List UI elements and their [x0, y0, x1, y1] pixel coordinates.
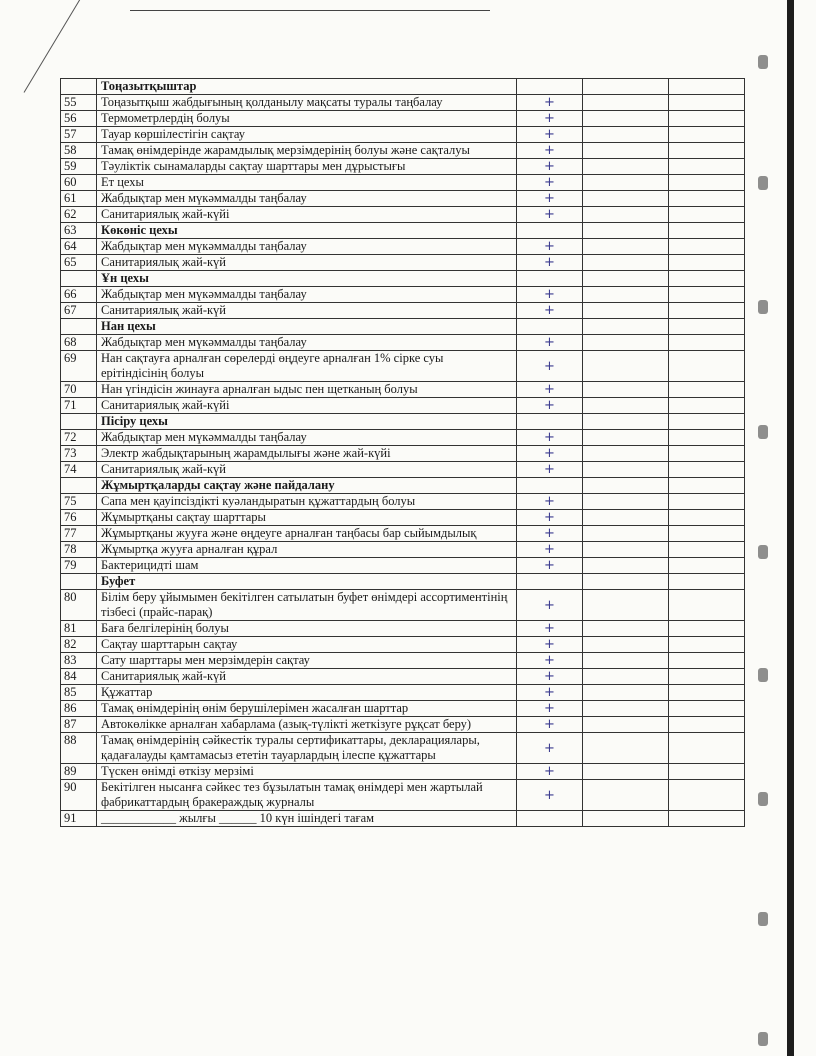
- blank-cell: [669, 558, 745, 574]
- requirement-text: Санитариялық жай-күй: [97, 669, 517, 685]
- blank-cell: [669, 685, 745, 701]
- blank-cell: [583, 764, 669, 780]
- blank-cell: [669, 701, 745, 717]
- blank-cell: [583, 669, 669, 685]
- table-row: [61, 526, 745, 542]
- table-row: [61, 669, 745, 685]
- row-number: 85: [61, 685, 97, 701]
- blank-cell: [669, 811, 745, 827]
- row-number: 73: [61, 446, 97, 462]
- requirement-text: Білім беру ұйымымен бекітілген сатылатын буфет өнімдері ассортиментінің тізбесі (прайс-парақ): [97, 590, 517, 621]
- check-mark: +: [517, 669, 583, 685]
- requirement-text: Баға белгілерінің болуы: [97, 621, 517, 637]
- requirement-text: Құжаттар: [97, 685, 517, 701]
- table-row: [61, 175, 745, 191]
- row-number: 61: [61, 191, 97, 207]
- blank-cell: [583, 223, 669, 239]
- blank-cell: [669, 159, 745, 175]
- blank-cell: [583, 430, 669, 446]
- row-number: 55: [61, 95, 97, 111]
- blank-cell: [669, 764, 745, 780]
- blank-cell: [583, 351, 669, 382]
- table-row: [61, 685, 745, 701]
- check-mark: +: [517, 653, 583, 669]
- punch-hole: [758, 1032, 768, 1046]
- row-number: 67: [61, 303, 97, 319]
- section-row: [61, 79, 745, 95]
- blank-cell: [669, 510, 745, 526]
- punch-hole: [758, 668, 768, 682]
- blank-cell: [669, 446, 745, 462]
- check-mark: [517, 414, 583, 430]
- blank-cell: [583, 303, 669, 319]
- row-number: 58: [61, 143, 97, 159]
- requirement-text: Сапа мен қауіпсіздікті куәландыратын құжаттардың болуы: [97, 494, 517, 510]
- blank-cell: [583, 510, 669, 526]
- requirement-text: Жабдықтар мен мүкәммалды таңбалау: [97, 335, 517, 351]
- check-mark: +: [517, 207, 583, 223]
- blank-cell: [583, 590, 669, 621]
- blank-cell: [583, 494, 669, 510]
- blank-cell: [583, 111, 669, 127]
- check-mark: +: [517, 287, 583, 303]
- requirement-text: Жабдықтар мен мүкәммалды таңбалау: [97, 430, 517, 446]
- requirement-text: Электр жабдықтарының жарамдылығы және жай-күйі: [97, 446, 517, 462]
- blank-cell: [669, 271, 745, 287]
- blank-cell: [583, 526, 669, 542]
- row-number: 72: [61, 430, 97, 446]
- check-mark: +: [517, 685, 583, 701]
- row-number: 80: [61, 590, 97, 621]
- table-row: [61, 542, 745, 558]
- check-mark: +: [517, 637, 583, 653]
- row-number: 71: [61, 398, 97, 414]
- requirement-text: Жабдықтар мен мүкәммалды таңбалау: [97, 287, 517, 303]
- punch-hole: [758, 545, 768, 559]
- requirement-text: Тауар көршілестігін сақтау: [97, 127, 517, 143]
- row-number: 69: [61, 351, 97, 382]
- check-mark: +: [517, 733, 583, 764]
- check-mark: +: [517, 303, 583, 319]
- table-row: [61, 255, 745, 271]
- table-row: [61, 733, 745, 764]
- row-number: 78: [61, 542, 97, 558]
- blank-cell: [669, 287, 745, 303]
- requirement-text: Жұмыртқа жууға арналған құрал: [97, 542, 517, 558]
- requirement-text: Санитариялық жай-күйі: [97, 398, 517, 414]
- check-mark: +: [517, 382, 583, 398]
- requirement-text: Бекітілген нысанға сәйкес тез бұзылатын тамақ өнімдері мен жартылай фабрикаттардың бракераждық журналы: [97, 780, 517, 811]
- table-row: [61, 510, 745, 526]
- blank-cell: [583, 733, 669, 764]
- row-number: 91: [61, 811, 97, 827]
- table-row: [61, 335, 745, 351]
- requirement-text: Жабдықтар мен мүкәммалды таңбалау: [97, 191, 517, 207]
- blank-cell: [583, 542, 669, 558]
- blank-cell: [669, 526, 745, 542]
- requirement-text: Санитариялық жай-күй: [97, 303, 517, 319]
- requirement-text: Тоңазытқыш жабдығының қолданылу мақсаты туралы таңбалау: [97, 95, 517, 111]
- check-mark: +: [517, 127, 583, 143]
- blank-cell: [669, 319, 745, 335]
- row-number: 86: [61, 701, 97, 717]
- blank-cell: [583, 175, 669, 191]
- row-number: 65: [61, 255, 97, 271]
- table-row: [61, 382, 745, 398]
- blank-cell: [669, 111, 745, 127]
- section-row: [61, 414, 745, 430]
- requirement-text: Сату шарттары мен мерзімдерін сақтау: [97, 653, 517, 669]
- check-mark: +: [517, 430, 583, 446]
- table-row: [61, 95, 745, 111]
- requirement-text: Санитариялық жай-күй: [97, 462, 517, 478]
- table-row: [61, 558, 745, 574]
- table-row: [61, 430, 745, 446]
- blank-cell: [669, 478, 745, 494]
- blank-cell: [669, 95, 745, 111]
- blank-cell: [669, 574, 745, 590]
- requirement-text: Сақтау шарттарын сақтау: [97, 637, 517, 653]
- section-title: Нан цехы: [97, 319, 517, 335]
- requirement-text: Жұмыртқаны сақтау шарттары: [97, 510, 517, 526]
- table-row: [61, 207, 745, 223]
- table-row: [61, 303, 745, 319]
- table-row: [61, 780, 745, 811]
- row-number: 59: [61, 159, 97, 175]
- check-mark: [517, 271, 583, 287]
- blank-cell: [669, 303, 745, 319]
- row-number: 81: [61, 621, 97, 637]
- blank-cell: [669, 382, 745, 398]
- row-number: 84: [61, 669, 97, 685]
- row-number: [61, 271, 97, 287]
- requirement-text: Тамақ өнімдерінің өнім берушілерімен жасалған шарттар: [97, 701, 517, 717]
- row-number: [61, 319, 97, 335]
- check-mark: +: [517, 175, 583, 191]
- requirement-text: Жабдықтар мен мүкәммалды таңбалау: [97, 239, 517, 255]
- check-mark: +: [517, 398, 583, 414]
- blank-cell: [583, 143, 669, 159]
- blank-cell: [669, 462, 745, 478]
- punch-hole: [758, 300, 768, 314]
- table-row: [61, 811, 745, 827]
- requirement-text: Түскен өнімді өткізу мерзімі: [97, 764, 517, 780]
- requirement-text: Тамақ өнімдерінде жарамдылық мерзімдерінің болуы және сақталуы: [97, 143, 517, 159]
- requirement-text: Автокөлікке арналған хабарлама (азық-түлікті жеткізуге рұқсат беру): [97, 717, 517, 733]
- check-mark: +: [517, 526, 583, 542]
- check-mark: +: [517, 143, 583, 159]
- section-row: [61, 223, 745, 239]
- blank-cell: [583, 271, 669, 287]
- blank-cell: [669, 717, 745, 733]
- row-number: [61, 414, 97, 430]
- table-row: [61, 239, 745, 255]
- check-mark: +: [517, 780, 583, 811]
- table-row: [61, 621, 745, 637]
- check-mark: +: [517, 510, 583, 526]
- row-number: 62: [61, 207, 97, 223]
- check-mark: +: [517, 446, 583, 462]
- punch-hole: [758, 912, 768, 926]
- requirement-text: ____________ жылғы ______ 10 күн ішіндегі тағам: [97, 811, 517, 827]
- row-number: 57: [61, 127, 97, 143]
- table-row: [61, 351, 745, 382]
- blank-cell: [669, 669, 745, 685]
- section-title: Пісіру цехы: [97, 414, 517, 430]
- row-number: [61, 478, 97, 494]
- section-title: Ұн цехы: [97, 271, 517, 287]
- blank-cell: [669, 414, 745, 430]
- section-title: Көкөніс цехы: [97, 223, 517, 239]
- check-mark: +: [517, 351, 583, 382]
- blank-cell: [583, 414, 669, 430]
- blank-cell: [669, 79, 745, 95]
- blank-cell: [669, 398, 745, 414]
- blank-cell: [669, 223, 745, 239]
- blank-cell: [669, 637, 745, 653]
- row-number: 56: [61, 111, 97, 127]
- section-row: [61, 478, 745, 494]
- blank-cell: [583, 717, 669, 733]
- requirement-text: Нан үгіндісін жинауға арналған ыдыс пен щетканың болуы: [97, 382, 517, 398]
- blank-cell: [583, 255, 669, 271]
- row-number: 70: [61, 382, 97, 398]
- table-row: [61, 398, 745, 414]
- check-mark: [517, 79, 583, 95]
- checklist-rows: [61, 79, 745, 827]
- requirement-text: Санитариялық жай-күй: [97, 255, 517, 271]
- blank-cell: [669, 494, 745, 510]
- section-row: [61, 574, 745, 590]
- table-row: [61, 111, 745, 127]
- row-number: 75: [61, 494, 97, 510]
- table-row: [61, 159, 745, 175]
- check-mark: +: [517, 621, 583, 637]
- check-mark: [517, 478, 583, 494]
- table-row: [61, 764, 745, 780]
- blank-cell: [669, 351, 745, 382]
- scan-edge: [787, 0, 794, 1056]
- table-row: [61, 446, 745, 462]
- blank-cell: [583, 637, 669, 653]
- row-number: 89: [61, 764, 97, 780]
- blank-cell: [583, 382, 669, 398]
- table-row: [61, 637, 745, 653]
- check-mark: +: [517, 159, 583, 175]
- table-row: [61, 462, 745, 478]
- table-row: [61, 653, 745, 669]
- requirement-text: Жұмыртқаны жууға және өңдеуге арналған таңбасы бар сыйымдылық: [97, 526, 517, 542]
- blank-cell: [583, 335, 669, 351]
- table-row: [61, 494, 745, 510]
- blank-cell: [669, 191, 745, 207]
- check-mark: +: [517, 335, 583, 351]
- blank-cell: [583, 239, 669, 255]
- check-mark: +: [517, 239, 583, 255]
- table-row: [61, 143, 745, 159]
- section-row: [61, 319, 745, 335]
- check-mark: [517, 811, 583, 827]
- table-row: [61, 717, 745, 733]
- blank-cell: [669, 780, 745, 811]
- check-mark: +: [517, 255, 583, 271]
- table-row: [61, 590, 745, 621]
- blank-cell: [583, 191, 669, 207]
- row-number: 63: [61, 223, 97, 239]
- blank-cell: [583, 287, 669, 303]
- row-number: 88: [61, 733, 97, 764]
- requirement-text: Ет цехы: [97, 175, 517, 191]
- blank-cell: [583, 95, 669, 111]
- check-mark: [517, 574, 583, 590]
- row-number: 79: [61, 558, 97, 574]
- table-row: [61, 191, 745, 207]
- row-number: [61, 574, 97, 590]
- blank-cell: [583, 478, 669, 494]
- requirement-text: Нан сақтауға арналған сөрелерді өңдеуге арналған 1% сірке суы ерітіндісінің болуы: [97, 351, 517, 382]
- check-mark: +: [517, 111, 583, 127]
- row-number: 82: [61, 637, 97, 653]
- row-number: 90: [61, 780, 97, 811]
- blank-cell: [583, 653, 669, 669]
- row-number: 87: [61, 717, 97, 733]
- blank-cell: [669, 335, 745, 351]
- blank-cell: [583, 398, 669, 414]
- blank-cell: [669, 127, 745, 143]
- requirement-text: Тәуліктік сынамаларды сақтау шарттары мен дұрыстығы: [97, 159, 517, 175]
- checklist-table: [60, 78, 745, 827]
- row-number: 74: [61, 462, 97, 478]
- check-mark: +: [517, 590, 583, 621]
- table-row: [61, 287, 745, 303]
- check-mark: [517, 319, 583, 335]
- punch-hole: [758, 425, 768, 439]
- section-title: Жұмыртқаларды сақтау және пайдалану: [97, 478, 517, 494]
- punch-hole: [758, 176, 768, 190]
- row-number: 83: [61, 653, 97, 669]
- check-mark: +: [517, 95, 583, 111]
- blank-cell: [669, 175, 745, 191]
- check-mark: +: [517, 764, 583, 780]
- check-mark: +: [517, 494, 583, 510]
- blank-cell: [583, 701, 669, 717]
- blank-cell: [583, 574, 669, 590]
- blank-cell: [583, 446, 669, 462]
- blank-cell: [669, 542, 745, 558]
- row-number: 64: [61, 239, 97, 255]
- section-title: Буфет: [97, 574, 517, 590]
- row-number: 66: [61, 287, 97, 303]
- check-mark: +: [517, 701, 583, 717]
- requirement-text: Санитариялық жай-күйі: [97, 207, 517, 223]
- check-mark: +: [517, 462, 583, 478]
- blank-cell: [583, 127, 669, 143]
- check-mark: [517, 223, 583, 239]
- blank-cell: [669, 239, 745, 255]
- blank-cell: [583, 207, 669, 223]
- check-mark: +: [517, 558, 583, 574]
- row-number: 76: [61, 510, 97, 526]
- blank-cell: [583, 159, 669, 175]
- check-mark: +: [517, 191, 583, 207]
- check-mark: +: [517, 717, 583, 733]
- blank-cell: [583, 319, 669, 335]
- requirement-text: Бактерицидті шам: [97, 558, 517, 574]
- blank-cell: [669, 255, 745, 271]
- row-number: 68: [61, 335, 97, 351]
- blank-cell: [669, 430, 745, 446]
- blank-cell: [669, 733, 745, 764]
- table-row: [61, 701, 745, 717]
- requirement-text: Тамақ өнімдерінің сәйкестік туралы сертификаттары, декларациялары, қадағалауды қамтамасыз ететін тауарлардың ілеспе құжаттары: [97, 733, 517, 764]
- blank-cell: [669, 621, 745, 637]
- blank-cell: [583, 685, 669, 701]
- section-title: Тоңазытқыштар: [97, 79, 517, 95]
- blank-cell: [583, 79, 669, 95]
- row-number: 77: [61, 526, 97, 542]
- row-number: 60: [61, 175, 97, 191]
- blank-cell: [669, 207, 745, 223]
- blank-cell: [669, 590, 745, 621]
- table-row: [61, 127, 745, 143]
- punch-hole: [758, 792, 768, 806]
- blank-cell: [583, 780, 669, 811]
- blank-cell: [583, 558, 669, 574]
- check-mark: +: [517, 542, 583, 558]
- row-number: [61, 79, 97, 95]
- punch-hole: [758, 55, 768, 69]
- blank-cell: [583, 811, 669, 827]
- blank-cell: [583, 462, 669, 478]
- requirement-text: Термометрлердің болуы: [97, 111, 517, 127]
- blank-cell: [669, 653, 745, 669]
- scan-artifact-line: [130, 10, 490, 11]
- blank-cell: [583, 621, 669, 637]
- section-row: [61, 271, 745, 287]
- blank-cell: [669, 143, 745, 159]
